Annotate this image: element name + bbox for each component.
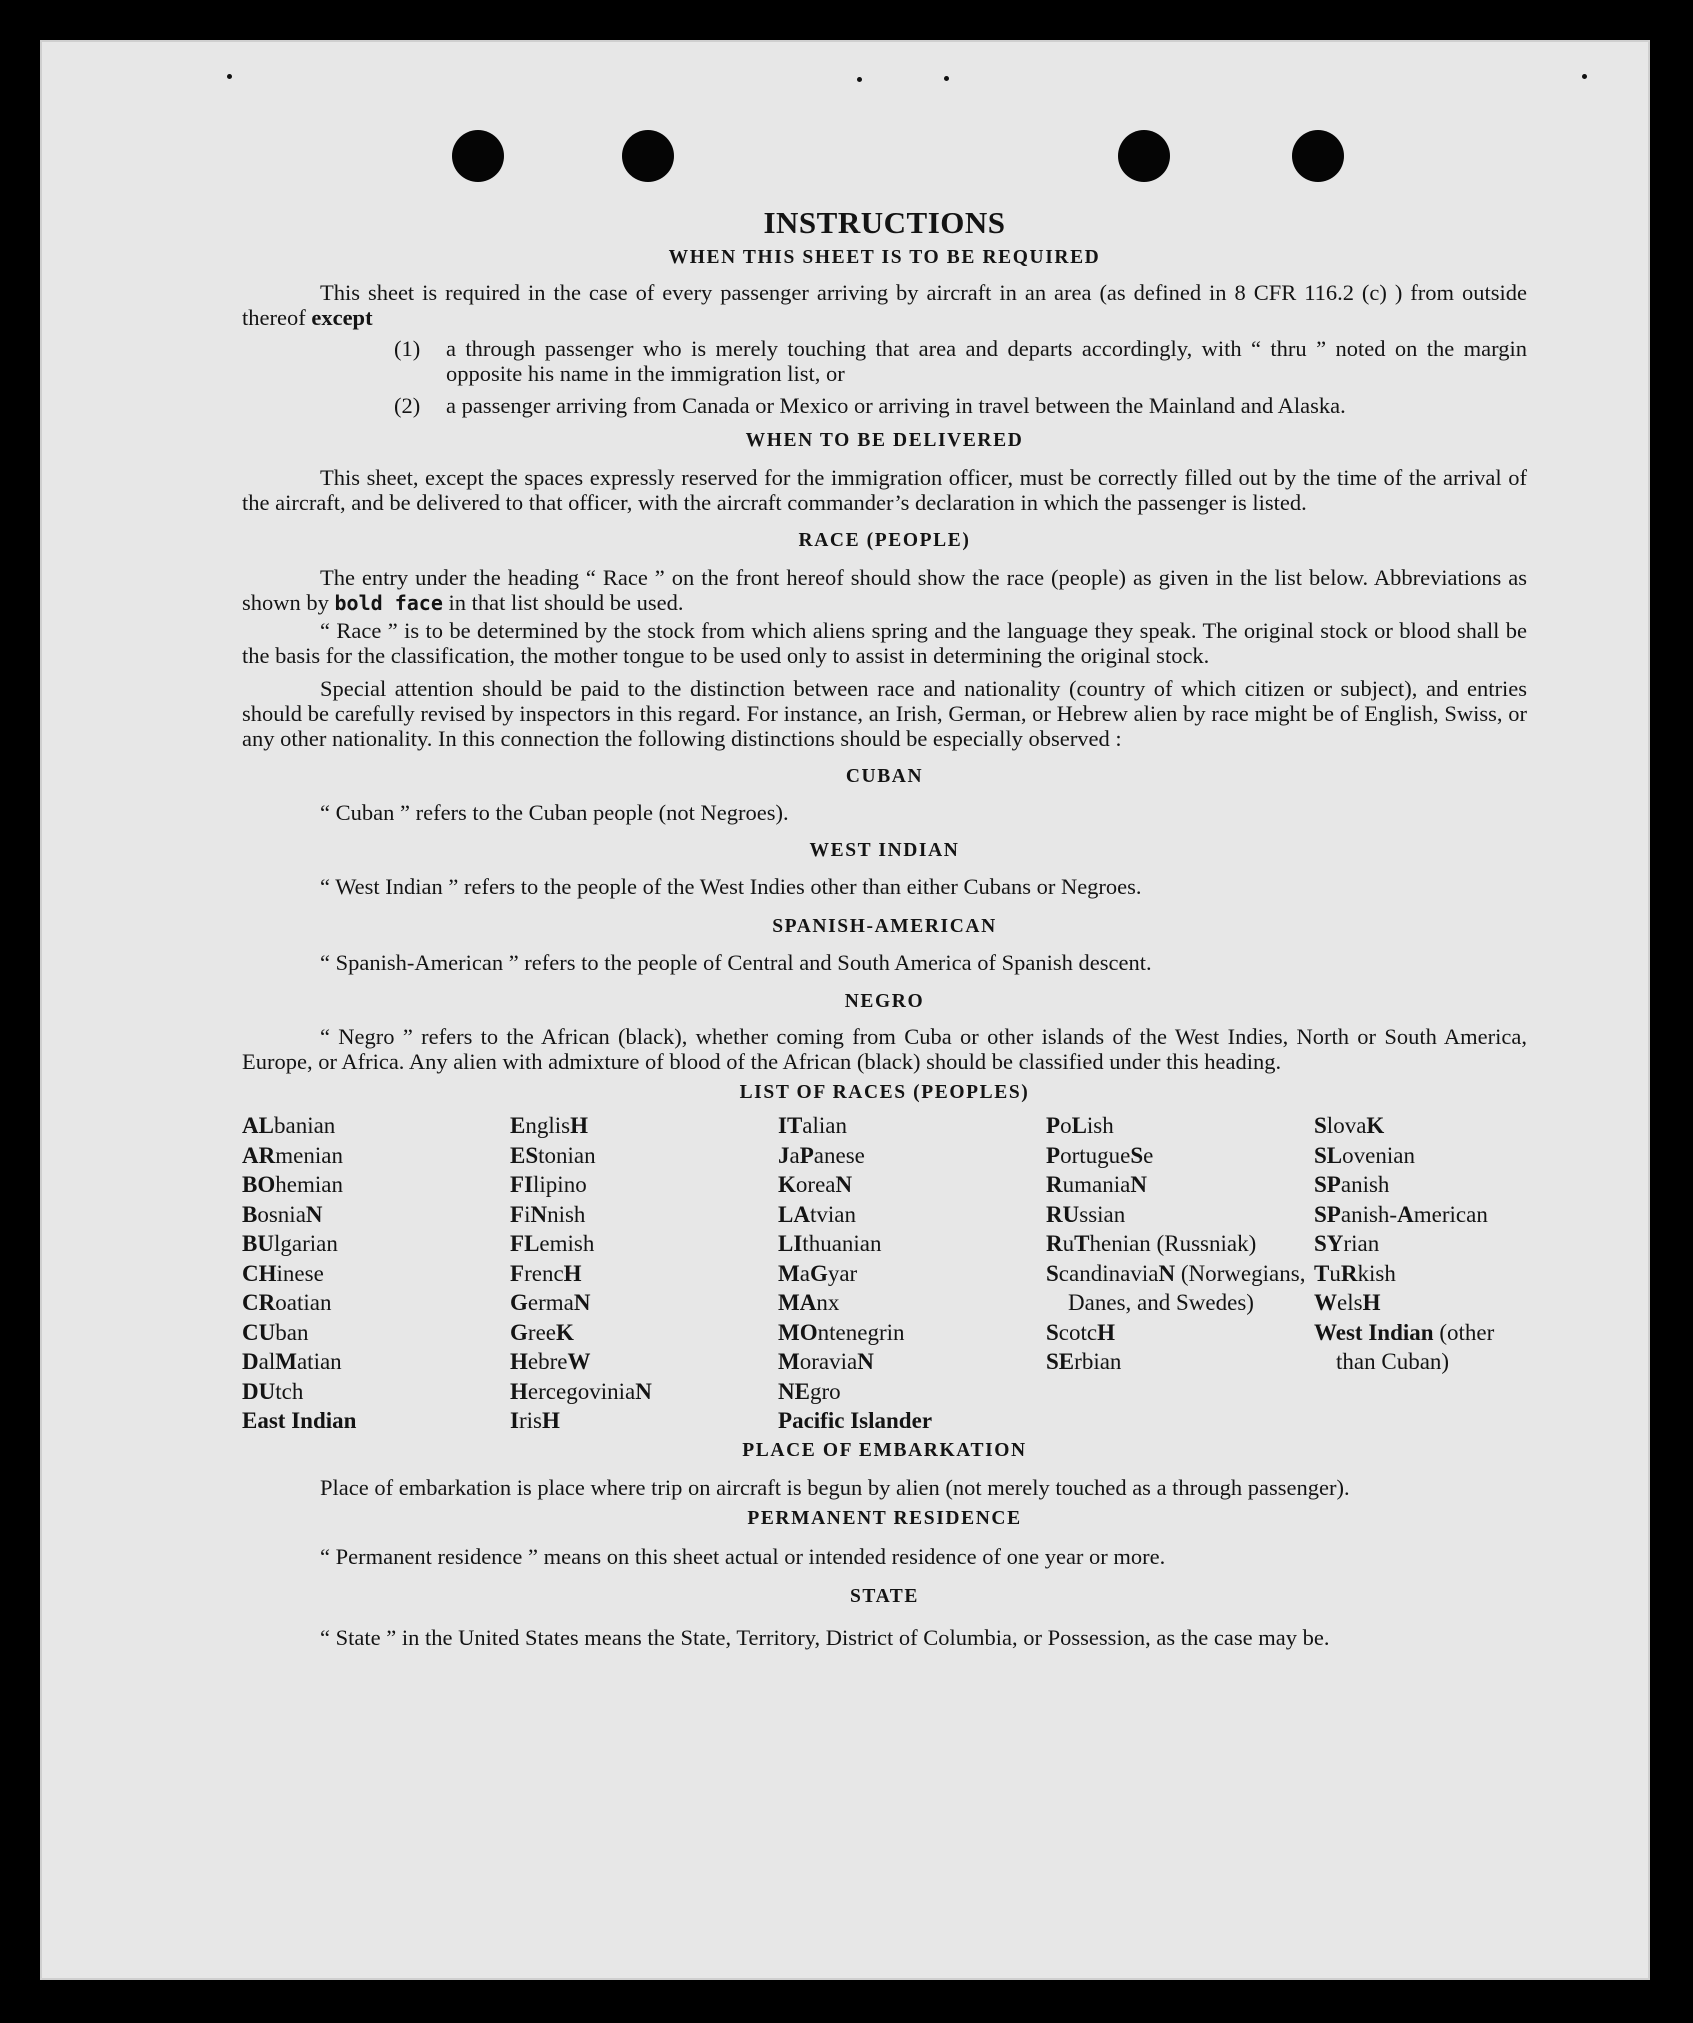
- heading-embarkation: PLACE OF EMBARKATION: [742, 1439, 1027, 1461]
- heading-cuban: CUBAN: [845, 766, 924, 787]
- punch-hole: [622, 130, 674, 182]
- race-entry: FIlipino: [510, 1172, 587, 1197]
- race-entry: FiNnish: [510, 1201, 586, 1227]
- required-intro: [242, 280, 1527, 330]
- races-column: [510, 1111, 778, 1436]
- race-entry: IrisH: [510, 1408, 560, 1433]
- race-entry: NEgro: [778, 1378, 841, 1404]
- race-entry: JaPanese: [778, 1142, 865, 1168]
- race-entry: RuThenian (Russniak): [1046, 1231, 1257, 1256]
- delivered-text: This sheet, except the spaces expressly reserved for the immigration officer, must be correctly filled out by the time of the arrival of the aircraft, and be delivered to that officer, with the aircraft commander’s declaration in which the passenger is listed.: [242, 465, 1527, 515]
- races-column: [1046, 1111, 1314, 1436]
- race-paragraph-2: “ Race ” is to be determined by the stock from which aliens spring and the language they speak. The original stock or blood shall be the basis for the classification, the mother tongue to be used only to assist in determining the original stock.: [242, 618, 1527, 668]
- race-entry: BosniaN: [242, 1201, 323, 1227]
- heading-required: WHEN THIS SHEET IS TO BE REQUIRED: [668, 247, 1101, 268]
- race-entry: FrencH: [510, 1260, 582, 1286]
- residence-text: “ Permanent residence ” means on this sheet actual or intended residence of one year or more.: [320, 1543, 1166, 1569]
- race-entry: RUssian: [1046, 1201, 1126, 1227]
- race-entry: SlovaK: [1314, 1113, 1385, 1138]
- heading-west-indian: WEST INDIAN: [809, 840, 960, 861]
- race-entry: ITalian: [778, 1113, 848, 1138]
- heading-negro: NEGRO: [844, 991, 925, 1012]
- heading-delivered: WHEN TO BE DELIVERED: [745, 430, 1024, 451]
- race-entry: CRoatian: [242, 1290, 332, 1315]
- race-entry: BOhemian: [242, 1172, 343, 1197]
- race-entry: MAnx: [778, 1290, 840, 1315]
- race-entry: LAtvian: [778, 1201, 856, 1227]
- punch-hole: [1118, 130, 1170, 182]
- state-text: “ State ” in the United States means the State, Territory, District of Columbia, or Possession, as the case may be.: [320, 1624, 1330, 1650]
- race-entry: PoLish: [1046, 1113, 1114, 1138]
- race-entry: CHinese: [242, 1260, 324, 1286]
- race-entry: SYrian: [1314, 1231, 1380, 1256]
- race-entry: FLemish: [510, 1231, 595, 1256]
- race-entry: East Indian: [242, 1408, 357, 1433]
- race-entry: KoreaN: [778, 1172, 853, 1197]
- embarkation-text: Place of embarkation is place where trip on aircraft is begun by alien (not merely touched as a through passenger).: [320, 1474, 1350, 1500]
- cuban-text: “ Cuban ” refers to the Cuban people (not Negroes).: [320, 800, 789, 825]
- spanish-american-text: “ Spanish-American ” refers to the people of Central and South America of Spanish descent.: [320, 950, 1152, 975]
- race-entry: ALbanian: [242, 1113, 336, 1138]
- item-text: a passenger arriving from Canada or Mexico or arriving in travel between the Mainland and Alaska.: [446, 393, 1346, 418]
- required-intro-bold: except: [311, 305, 373, 330]
- race-entry: GreeK: [510, 1319, 574, 1345]
- race-entry: PortugueSe: [1046, 1142, 1154, 1168]
- race-p1-b: in that list should be used.: [448, 590, 684, 615]
- heading-state: STATE: [849, 1585, 920, 1607]
- race-entry: EStonian: [510, 1142, 596, 1168]
- item-number: (2): [394, 393, 421, 418]
- races-list: [242, 1111, 1527, 1436]
- race-p1-a: The entry under the heading “ Race ” on the front hereof should show the race (people) as given in the list below. Abbreviations as shown by: [242, 565, 1527, 615]
- document-sheet: [40, 40, 1650, 1980]
- heading-residence: PERMANENT RESIDENCE: [747, 1507, 1022, 1529]
- race-entry: DUtch: [242, 1378, 304, 1404]
- speck: [944, 76, 949, 81]
- race-entry: Pacific Islander: [778, 1408, 933, 1433]
- race-entry: TuRkish: [1314, 1260, 1396, 1286]
- required-item-1: [394, 336, 1527, 386]
- races-column: [242, 1111, 510, 1436]
- race-entry: HebreW: [510, 1349, 591, 1374]
- race-entry: MaGyar: [778, 1260, 858, 1286]
- race-entry: DalMatian: [242, 1349, 342, 1374]
- race-entry: EnglisH: [510, 1113, 588, 1138]
- heading-list-of-races: LIST OF RACES (PEOPLES): [739, 1082, 1030, 1103]
- punch-hole: [452, 130, 504, 182]
- negro-text: “ Negro ” refers to the African (black), whether coming from Cuba or other islands of the West Indies, North or South America, Europe, or Africa. Any alien with admixture of blood of the African (black) should be classified under this heading.: [242, 1024, 1527, 1074]
- race-entry: ScandinaviaN (Norwegians, Danes, and Swedes): [1046, 1260, 1306, 1315]
- race-entry: HercegoviniaN: [510, 1378, 652, 1404]
- speck: [227, 74, 232, 79]
- instructions-content: [242, 205, 1527, 1653]
- item-text: a through passenger who is merely touching that area and departs accordingly, with “ thru ” noted on the margin opposite his name in the immigration list, or: [446, 336, 1527, 386]
- race-entry: West Indian (other than Cuban): [1314, 1319, 1495, 1374]
- heading-spanish-american: SPANISH-AMERICAN: [772, 916, 997, 937]
- race-entry: SLovenian: [1314, 1142, 1415, 1168]
- race-entry: RumaniaN: [1046, 1172, 1147, 1197]
- speck: [1582, 74, 1587, 79]
- punch-hole: [1292, 130, 1344, 182]
- race-entry: GermaN: [510, 1290, 591, 1315]
- race-entry: SPanish-American: [1314, 1201, 1488, 1227]
- race-paragraph-3: Special attention should be paid to the distinction between race and nationality (country of which citizen or subject), and entries should be carefully revised by inspectors in this regard. For instance, an Irish, German, or Hebrew alien by race might be of English, Swiss, or any other nationality. In this connection the following distinctions should be especially observed :: [242, 676, 1527, 751]
- west-indian-text: “ West Indian ” refers to the people of the West Indies other than either Cubans or Negroes.: [320, 874, 1142, 899]
- race-entry: BUlgarian: [242, 1231, 338, 1256]
- race-entry: MoraviaN: [778, 1349, 874, 1374]
- item-number: (1): [394, 336, 421, 361]
- race-entry: LIthuanian: [778, 1231, 882, 1256]
- race-p1-bold: bold face: [334, 591, 443, 615]
- race-entry: WelsH: [1314, 1290, 1381, 1315]
- race-entry: SPanish: [1314, 1172, 1390, 1197]
- heading-race: RACE (PEOPLE): [798, 530, 971, 551]
- race-entry: MOntenegrin: [778, 1319, 905, 1345]
- race-entry: CUban: [242, 1319, 309, 1345]
- race-entry: ScotcH: [1046, 1319, 1116, 1345]
- race-entry: SErbian: [1046, 1349, 1122, 1374]
- races-column: [778, 1111, 1046, 1436]
- races-column: [1314, 1111, 1527, 1436]
- race-entry: ARmenian: [242, 1142, 343, 1168]
- race-paragraph-1: [242, 565, 1527, 616]
- required-intro-text: This sheet is required in the case of every passenger arriving by aircraft in an area (as defined in 8 CFR 116.2 (c) ) from outside thereof: [242, 280, 1527, 330]
- required-item-2: [394, 393, 1527, 418]
- speck: [857, 77, 862, 82]
- page-title: INSTRUCTIONS: [763, 205, 1006, 240]
